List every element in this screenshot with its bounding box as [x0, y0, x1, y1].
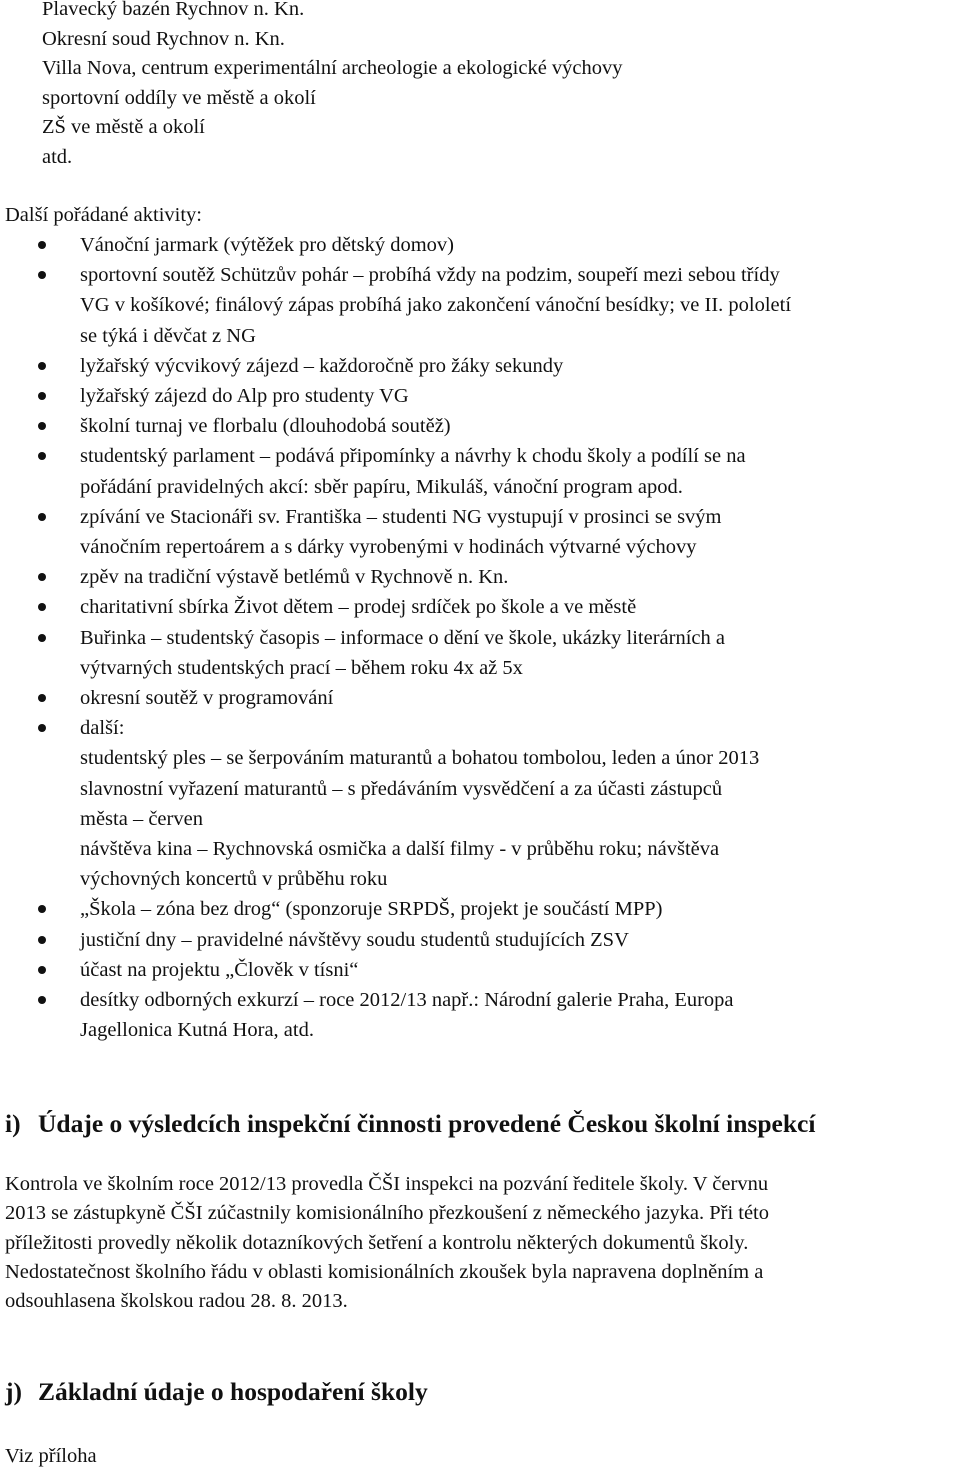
bullet-icon [38, 634, 46, 642]
activity-line: pořádání pravidelných akcí: sběr papíru, Mikuláš, vánoční program apod. [80, 475, 683, 498]
bullet-icon [38, 241, 46, 249]
activity-item [0, 441, 960, 501]
activity-line: se týká i děvčat z NG [80, 324, 256, 347]
paragraph-line: Kontrola ve školním roce 2012/13 provedla ČŠI inspekci na pozvání ředitele školy. V červnu [5, 1173, 769, 1195]
activity-item [0, 955, 960, 985]
activity-line: školní turnaj ve florbalu (dlouhodobá soutěž) [80, 415, 451, 438]
bullet-icon [38, 996, 46, 1004]
activity-line: desítky odborných exkurzí – roce 2012/13 např.: Národní galerie Praha, Europa [80, 989, 734, 1012]
activity-line: zpívání ve Stacionáři sv. Františka – studenti NG vystupují v prosinci se svým [80, 505, 722, 528]
activity-item [0, 381, 960, 411]
activity-line: návštěva kina – Rychnovská osmička a další filmy - v průběhu roku; návštěva [80, 838, 720, 861]
partner-line: atd. [42, 145, 73, 168]
activities-list [0, 230, 960, 1045]
paragraph-line: odsouhlasena školskou radou 28. 8. 2013. [5, 1290, 348, 1313]
activity-item [0, 260, 960, 351]
activity-item [0, 925, 960, 955]
activity-item [0, 502, 960, 562]
partner-line: Villa Nova, centrum experimentální archeologie a ekologické výchovy [42, 57, 623, 79]
activity-line: výtvarných studentských prací – během roku 4x až 5x [80, 656, 523, 679]
bullet-icon [38, 724, 46, 732]
activity-line: Jagellonica Kutná Hora, atd. [80, 1019, 314, 1042]
activity-line: lyžařský zájezd do Alp pro studenty VG [80, 385, 409, 408]
activity-line: lyžařský výcvikový zájezd – každoročně pro žáky sekundy [80, 354, 564, 377]
section-j-heading [5, 1376, 428, 1408]
activities-heading: Další pořádané aktivity: [5, 204, 202, 226]
bullet-icon [38, 452, 46, 460]
activity-line: zpěv na tradiční výstavě betlémů v Rychnově n. Kn. [80, 566, 509, 589]
activity-line: slavnostní vyřazení maturantů – s předáváním vysvědčení a za účasti zástupců [80, 777, 723, 800]
section-i-heading [5, 1108, 815, 1140]
bullet-icon [38, 392, 46, 400]
bullet-icon [38, 936, 46, 944]
activity-line: „Škola – zóna bez drog“ (sponzoruje SRPDŠ, projekt je součástí MPP) [80, 898, 663, 921]
activity-line: města – červen [80, 807, 203, 830]
activity-item [0, 411, 960, 441]
activity-line: charitativní sbírka Život dětem – prodej srdíček po škole a ve městě [80, 596, 637, 619]
activity-line: VG v košíkové; finálový zápas probíhá jako zakončení vánoční besídky; ve II. pololetí [80, 294, 792, 317]
activity-line: účast na projektu „Člověk v tísni“ [80, 958, 359, 981]
activity-line: Buřinka – studentský časopis – informace o dění ve škole, ukázky literárních a [80, 626, 725, 649]
activity-line: studentský ples – se šerpováním maturantů a bohatou tombolou, leden a únor 2013 [80, 747, 760, 770]
bullet-icon [38, 422, 46, 430]
bullet-icon [38, 362, 46, 370]
inspection-paragraph [5, 1170, 955, 1316]
activity-item [0, 713, 960, 894]
bullet-icon [38, 513, 46, 521]
activity-item [0, 623, 960, 683]
activity-item [0, 894, 960, 924]
paragraph-line: příležitosti provedly několik dotazníkových šetření a kontrolu některých dokumentů školy. [5, 1231, 749, 1254]
bullet-icon [38, 603, 46, 611]
section-i-letter: i) [5, 1109, 21, 1138]
activity-item [0, 985, 960, 1045]
section-j-letter: j) [5, 1377, 22, 1406]
partner-list [42, 0, 623, 172]
activity-line: okresní soutěž v programování [80, 687, 334, 710]
activity-line: justiční dny – pravidelné návštěvy soudu studentů studujících ZSV [80, 928, 629, 951]
bullet-icon [38, 694, 46, 702]
section-j-title: Základní údaje o hospodaření školy [38, 1377, 428, 1406]
activity-item [0, 230, 960, 260]
partner-line: sportovní oddíly ve městě a okolí [42, 86, 316, 109]
activity-line: sportovní soutěž Schützův pohár – probíhá vždy na podzim, soupeří mezi sebou třídy [80, 264, 780, 287]
activity-line: Vánoční jarmark (výtěžek pro dětský domov) [80, 234, 455, 256]
section-i-title: Údaje o výsledcích inspekční činnosti provedené Českou školní inspekcí [38, 1109, 816, 1138]
bullet-icon [38, 966, 46, 974]
activity-item [0, 351, 960, 381]
partner-line: Plavecký bazén Rychnov n. Kn. [42, 0, 305, 20]
activity-line: vánočním repertoárem a s dárky vyrobenými v hodinách výtvarné výchovy [80, 536, 697, 559]
activity-line: další: [80, 717, 125, 740]
bullet-icon [38, 573, 46, 581]
bullet-icon [38, 905, 46, 913]
bullet-icon [38, 271, 46, 279]
paragraph-line: Nedostatečnost školního řádu v oblasti komisionálních zkoušek byla napravena doplněním a [5, 1260, 764, 1283]
partner-line: ZŠ ve městě a okolí [42, 116, 205, 138]
activity-line: výchovných koncertů v průběhu roku [80, 868, 388, 891]
partner-line: Okresní soud Rychnov n. Kn. [42, 27, 285, 50]
activity-item [0, 592, 960, 622]
activity-line: studentský parlament – podává připomínky a návrhy k chodu školy a podílí se na [80, 445, 746, 468]
paragraph-line: 2013 se zástupkyně ČŠI zúčastnily komisionálního přezkoušení z německého jazyka. Při této [5, 1202, 770, 1225]
attachment-note: Viz příloha [5, 1445, 97, 1467]
activity-item [0, 683, 960, 713]
activity-item [0, 562, 960, 592]
